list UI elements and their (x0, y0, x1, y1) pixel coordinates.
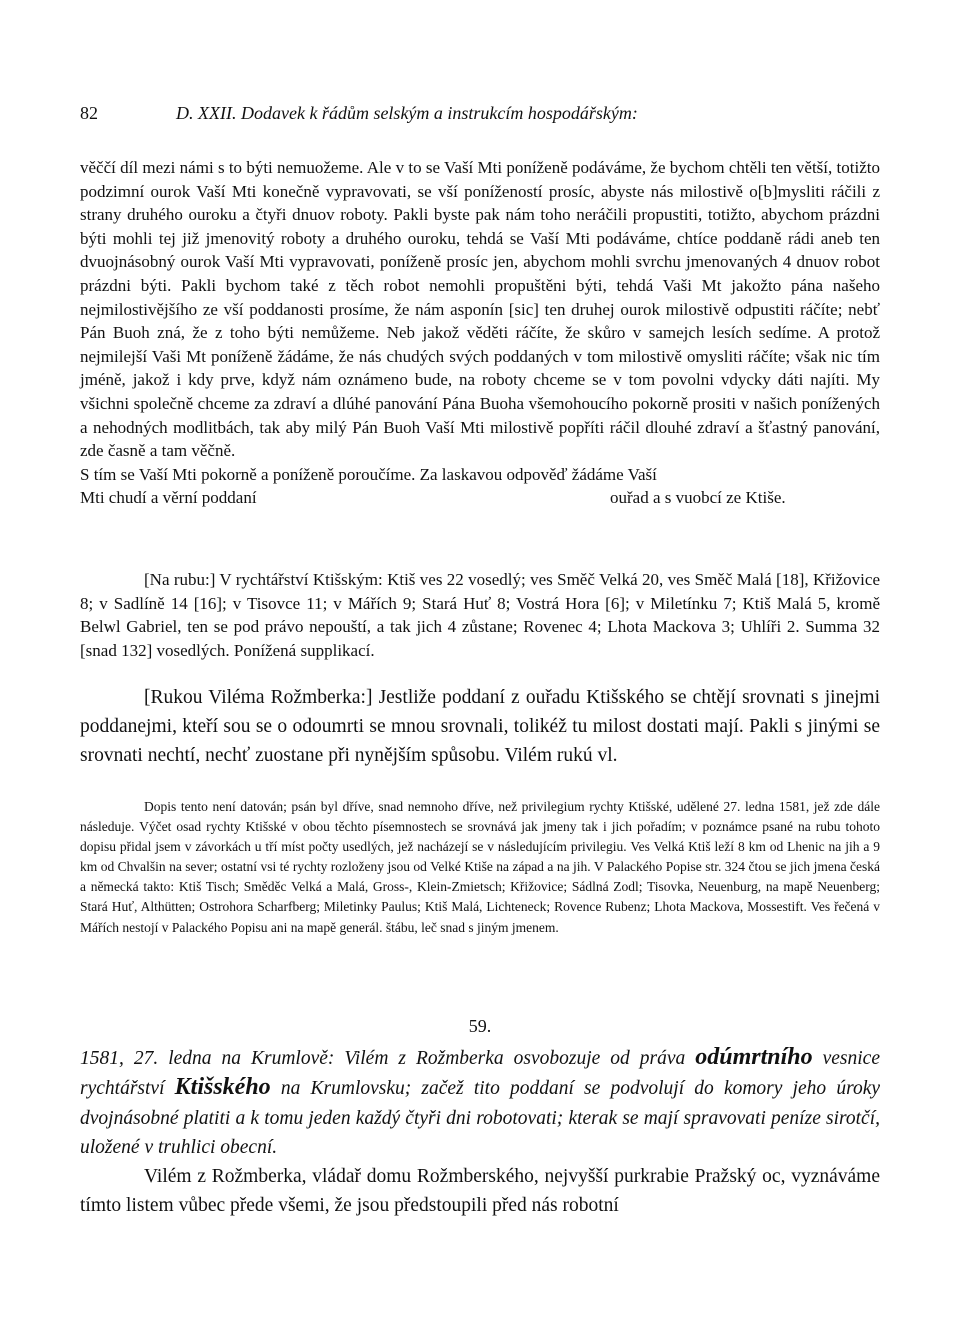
letter-body (80, 156, 880, 510)
resolution (80, 683, 880, 770)
reverse-note-text: [Na rubu:] V rychtářství Ktišským: Ktiš ves 22 vosedlý; ves Směč Velká 20, ves Směč Malá [18], Křižovice 8; v Sadlíně 14 [16]; v Tisovce 11; v Mářích 9; Stará Huť 8; Vostrá Hora [6]; v Miletínku 7; Ktiš Malá 5, kromě Belwl Gabriel, ten se pod právo nepouští, a tak jich 4 zůstane; Rovenec 4; Lhota Mackova 3; Uhlíři 2. Summa 32 [snad 132] vosedlých. Ponížená supplikací. (80, 570, 880, 660)
running-header (80, 103, 880, 131)
signature-left: Mti chudí a věrní poddaní (80, 488, 257, 508)
resolution-text: [Rukou Viléma Rožmberka:] Jestliže poddaní z ouřadu Ktišského se chtějí srovnati s jinejmi poddanejmi, kteří sou se o odoumrti se mnou srovnali, tolikéž tu milost dostati mají. Pakli s jinými se srovnati nechtí, nechť zuostane při nynějším spůsobu. Vilém rukú vl. (80, 687, 880, 766)
regest (80, 1043, 880, 1162)
regest-emphasis-1: odúmrtního (695, 1044, 813, 1070)
editorial-note-text: Dopis tento není datován; psán byl dříve, snad nemnoho dříve, než privilegium rychty Ktišské, udělené 27. ledna 1581, jež zde dále následuje. Výčet osad rychty Ktišské v obou těchto písemnostech se srovnává jak jmeny tak i jich pořadím; v poznámce psané na rubu tohoto dopisu přidal jsem v závorkách u tří míst počty usedlých, jež nacházejí se v následujícím privilegiu. Ves Velká Ktiš leží 8 km od Lhenic na jih a 9 km od Chvalšin na sever; ostatní vsi té rychty rozloženy jsou od Velké Ktiše na západ a na jih. V Palackého Popise str. 324 čtou se jich jmena česká a německá takto: Ktiš Tisch; Směděc Velká a Malá, Gross-, Klein-Zmietsch; Křižovice; Sádlná Zodl; Tisovka, Neuenburg, na mapě Neuenberg; Stará Huť, Althütten; Ostrohora Scharfberg; Miletinky Paulus; Ktiš Malá, Lichteneck; Rovence Rubenz; Lhota Mackova, Mossestift. Ves řečená v Mářích nestojí v Palackého Popisu ani na mapě generál. štábu, leč snad s jiným jmenem. (80, 799, 880, 935)
signature-right: ouřad a s vuobcí ze Ktiše. (610, 488, 786, 508)
page-number: 82 (80, 103, 98, 123)
running-title: D. XXII. Dodavek k řádům selským a instrukcím hospodářským: (176, 103, 638, 123)
regest-part-1: 1581, 27. ledna na Krumlově: Vilém z Rožmberka osvobozuje od práva (80, 1048, 696, 1069)
document-number: 59. (468, 1016, 492, 1036)
letter-paragraph: věččí díl mezi námi s to býti nemuožeme. Ale v to se Vaší Mti poníženě podáváme, že bychom chtěli ten větší, totižto podzimní ourok Vaší Mti konečně vypravovati, se vší ponížeností prosíc, abyste nás milostivě o[b]mysliti ráčili z strany druhého ouroku a čtyři dnuov roboty. Pakli byste pak nám toho neráčili propustiti, totižto, abychom prázdni býti mohli tej již jmenovitý roboty a druhého ouroku, tehdá se Vaší Mti podáváme, chtíce poddaně rádi aneb ten dvuojnásobný ourok Vaší Mti vypravovati, poníženě prosíc jen, abychom mohli svrchu jmenovaných 4 dnuov robot prázdni býti. Pakli bychom také z těch robot nemohli propuštěni býti, tehdá Vaši Mt jakožto pána našeho nejmilostivějšího ze vší poddanosti prosíme, že nám asponín [sic] ten druhej ourok milostivě odpustiti ráčíte; nebť Pán Buoh zná, že z toho býti nemůžeme. Neb jakož věděti ráčíte, že skůro v samejch lesích sedíme. A protož nejmilejší Vaši Mt poníženě žádáme, že nás chudých svých poddaných v tom milostivě omysliti ráčíte; však nic tím jméně, jakož i kdy prve, když nám oznámeno bude, na roboty chceme se v tom povolni vdycky dáti najíti. My všichni společně chceme za zdraví a dlúhé panování Pána Buoha všemohoucího pokorně prositi v našich ponížených a nehodných modlitbách, tak aby milý Pán Buoh Vaší Mti milostivě popříti ráčil dlouhé zdraví a šťastný panování, zde časně a tam věčně. (80, 158, 880, 461)
regest-part-2: vesnice rychtářství (80, 1048, 880, 1100)
reverse-note (80, 568, 880, 662)
signature-row (80, 486, 880, 510)
charter-opening (80, 1162, 880, 1220)
editorial-note (80, 797, 880, 938)
regest-part-3: na Krumlovsku; začež tito poddaní se podvolují do komory jeho úroky dvojnásobné platiti a k tomu jeden každý čtyři dni robotovati; kterak se mají spravovati peníze sirotčí, uložené v truhlici obecní. (80, 1078, 881, 1158)
regest-emphasis-2: Ktišského (174, 1074, 271, 1101)
charter-opening-text: Vilém z Rožmberka, vládař domu Rožmberského, nejvyšší purkrabie Pražský oc, vyznáváme tímto listem vůbec přede všemi, že jsou předstoupili před nás robotní (80, 1166, 880, 1216)
letter-closing: S tím se Vaší Mti pokorně a poníženě poroučíme. Za laskavou odpověď žádáme Vaší (80, 464, 657, 484)
regest-text (80, 1043, 880, 1162)
